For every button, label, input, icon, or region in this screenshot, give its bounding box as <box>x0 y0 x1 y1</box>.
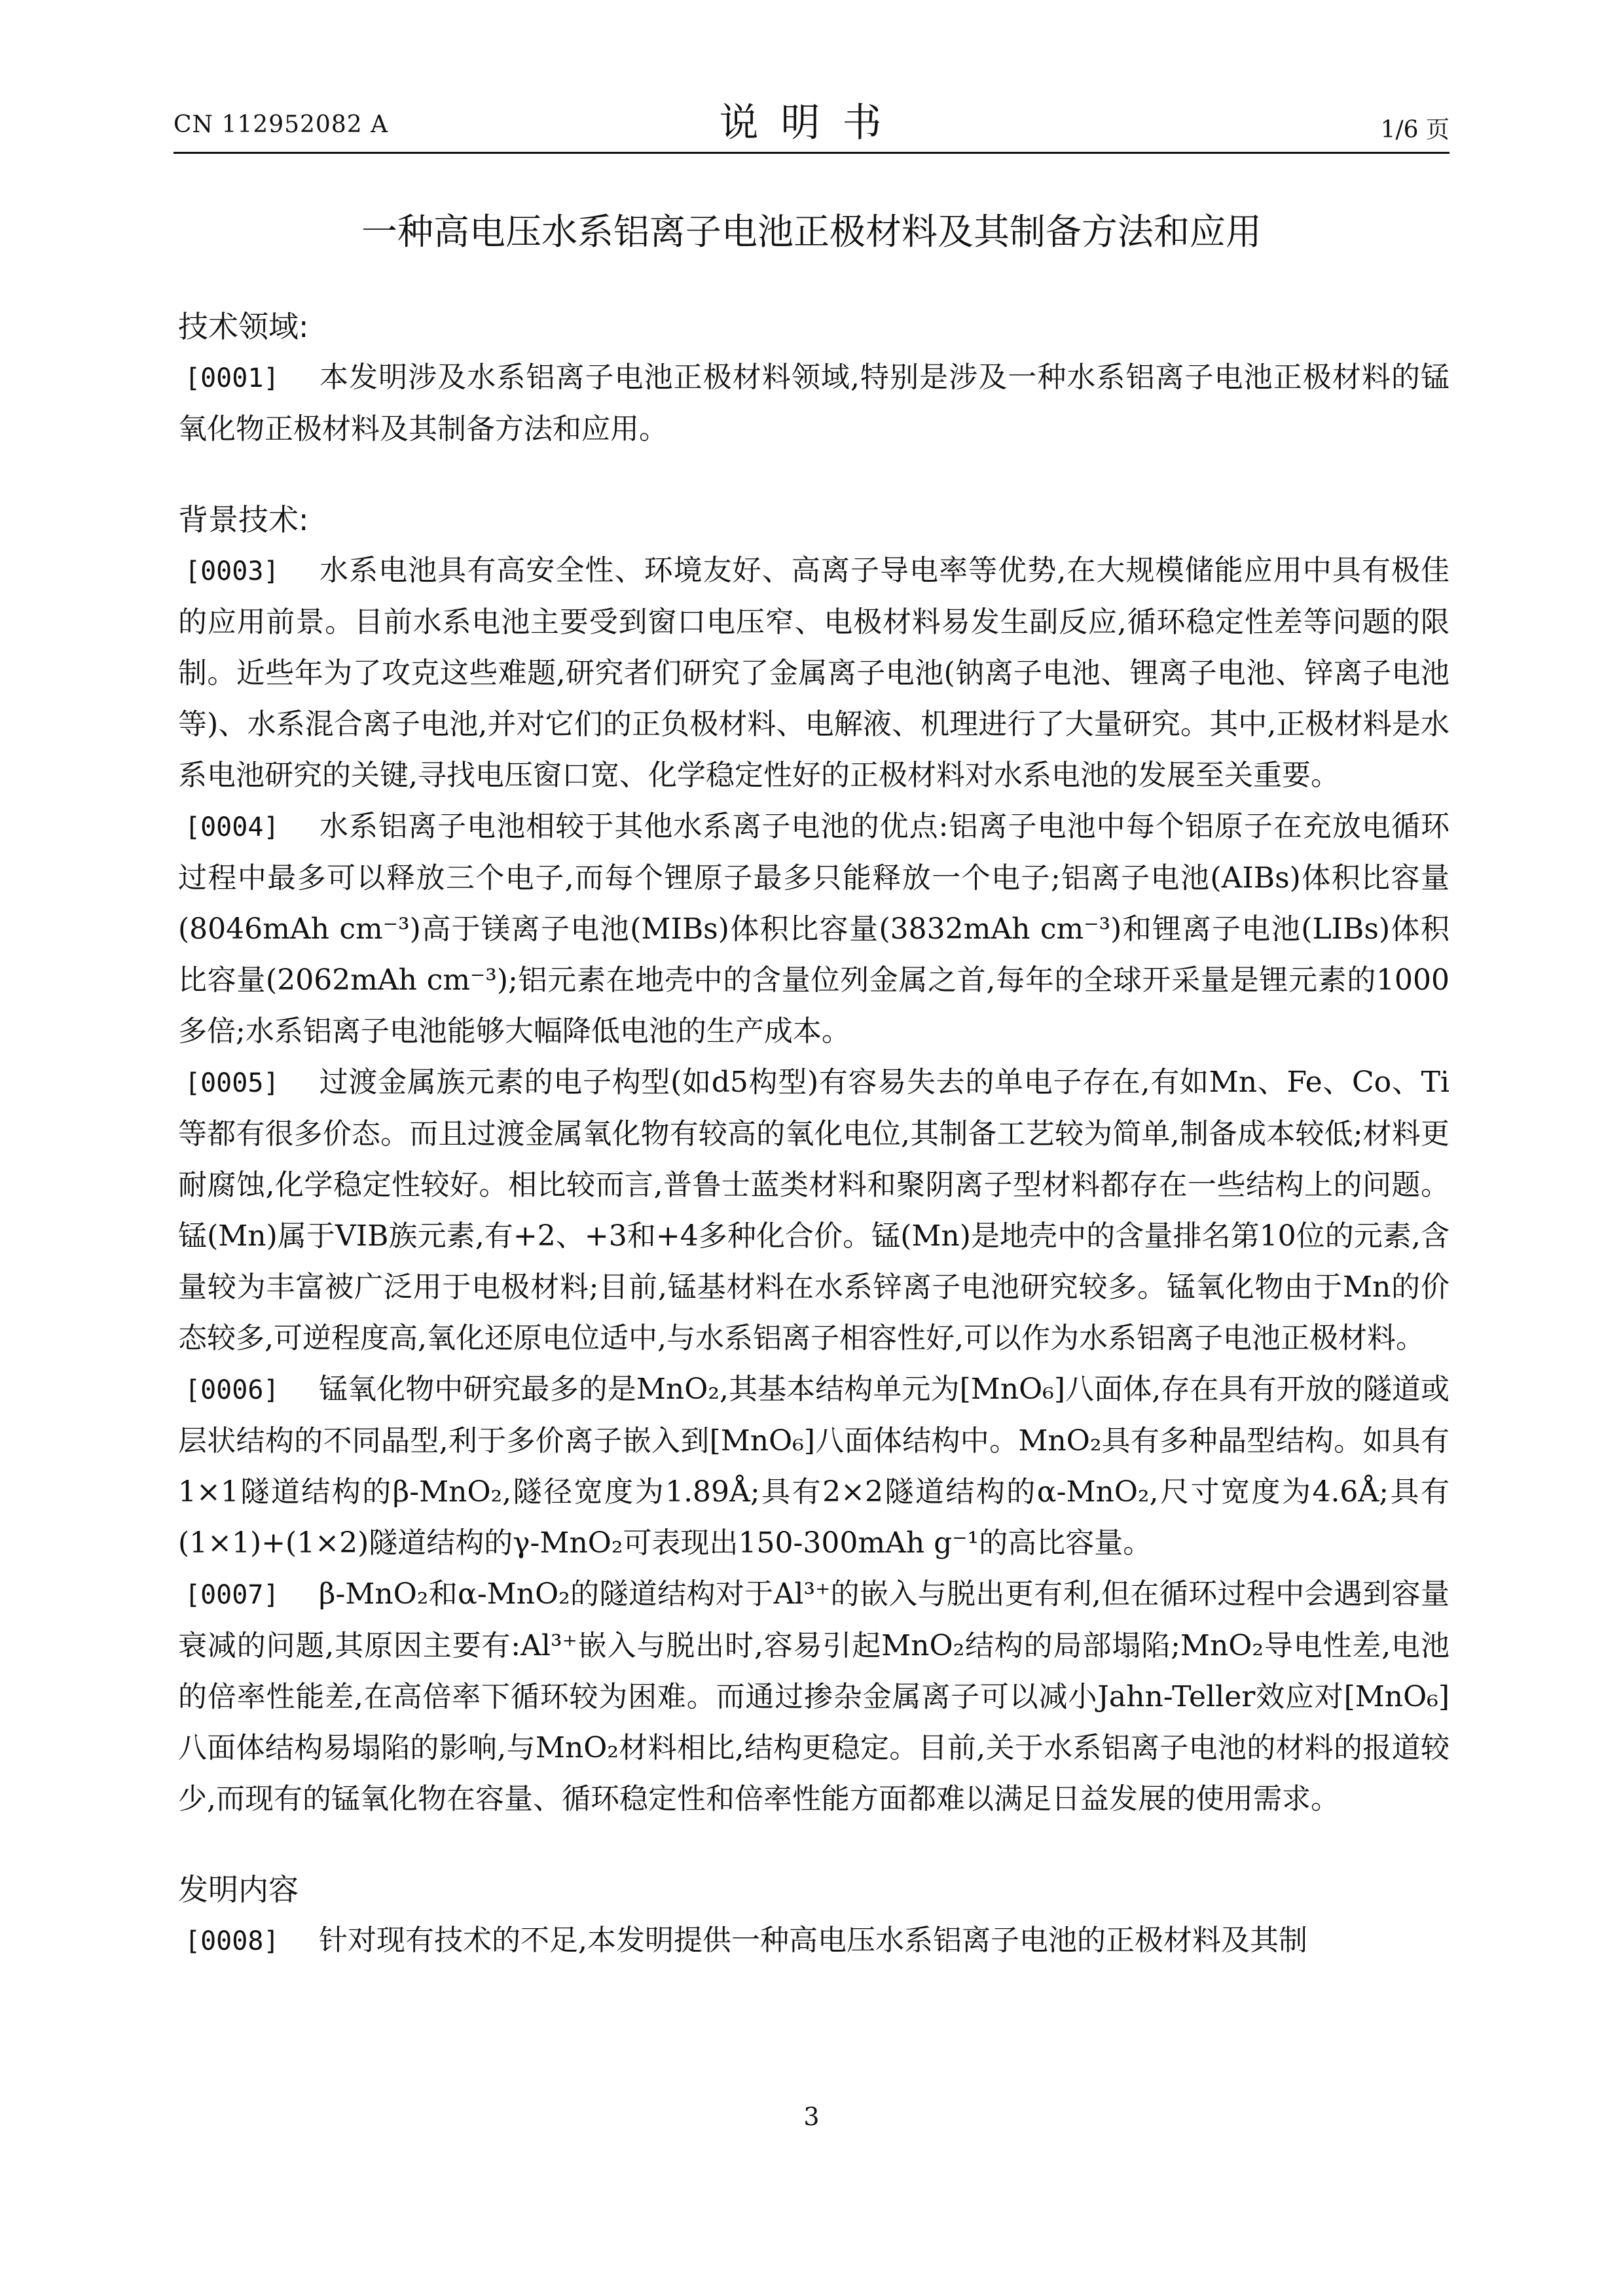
paragraph-text: 水系铝离子电池相较于其他水系离子电池的优点:铝离子电池中每个铝原子在充放电循环过程中最多可以释放三个电子,而每个锂原子最多只能释放一个电子;铝离子电池(AIBs)体积比容量(8046mAh cm⁻³)高于镁离子电池(MIBs)体积比容量(3832mAh cm⁻³)和锂离子电池(LIBs)体积比容量(2062mAh cm⁻³);铝元素在地壳中的含量位列金属之首,每年的全球开采量是锂元素的1000多倍;水系铝离子电池能够大幅降低电池的生产成本。 <box>178 810 1450 1048</box>
document-body <box>178 301 1450 1967</box>
paragraph-text: 过渡金属族元素的电子构型(如d5构型)有容易失去的单电子存在,有如Mn、Fe、Co、Ti等都有很多价态。而且过渡金属氧化物有较高的氧化电位,其制备工艺较为简单,制备成本较低;材料更耐腐蚀,化学稳定性较好。相比较而言,普鲁士蓝类材料和聚阴离子型材料都存在一些结构上的问题。锰(Mn)属于VIB族元素,有+2、+3和+4多种化合价。锰(Mn)是地壳中的含量排名第10位的元素,含量较为丰富被广泛用于电极材料;目前,锰基材料在水系锌离子电池研究较多。锰氧化物由于Mn的价态较多,可逆程度高,氧化还原电位适中,与水系铝离子相容性好,可以作为水系铝离子电池正极材料。 <box>178 1066 1450 1355</box>
paragraph <box>178 1569 1450 1825</box>
section-heading: 发明内容 <box>178 1872 299 1907</box>
paragraph-number: [0001] <box>185 363 280 393</box>
paragraph-number: [0003] <box>185 556 280 586</box>
paragraph-text: 本发明涉及水系铝离子电池正极材料领域,特别是涉及一种水系铝离子电池正极材料的锰氧化物正极材料及其制备方法和应用。 <box>178 361 1450 446</box>
section-heading: 技术领域: <box>178 309 309 344</box>
paragraph-number: [0004] <box>185 812 280 842</box>
paragraph <box>178 801 1450 1057</box>
section-background <box>178 494 1450 1825</box>
section-technical-field <box>178 301 1450 455</box>
paragraph <box>178 1364 1450 1569</box>
section-heading: 背景技术: <box>178 502 309 537</box>
paragraph-number: [0007] <box>185 1580 280 1610</box>
page-header <box>173 92 1450 157</box>
paragraph-number: [0005] <box>185 1068 280 1098</box>
paragraph-text: 锰氧化物中研究最多的是MnO₂,其基本结构单元为[MnO₆]八面体,存在具有开放的隧道或层状结构的不同晶型,利于多价离子嵌入到[MnO₆]八面体结构中。MnO₂具有多种晶型结构。如具有1×1隧道结构的β-MnO₂,隧径宽度为1.89Å;具有2×2隧道结构的α-MnO₂,尺寸宽度为4.6Å;具有(1×1)+(1×2)隧道结构的γ-MnO₂可表现出150-300mAh g⁻¹的高比容量。 <box>178 1372 1450 1560</box>
paragraph <box>178 545 1450 801</box>
header-divider <box>173 152 1450 154</box>
paragraph-text: β-MnO₂和α-MnO₂的隧道结构对于Al³⁺的嵌入与脱出更有利,但在循环过程中会遇到容量衰减的问题,其原因主要有:Al³⁺嵌入与脱出时,容易引起MnO₂结构的局部塌陷;MnO₂导电性差,电池的倍率性能差,在高倍率下循环较为困难。而通过掺杂金属离子可以减小Jahn-Teller效应对[MnO₆]八面体结构易塌陷的影响,与MnO₂材料相比,结构更稳定。目前,关于水系铝离子电池的材料的报道较少,而现有的锰氧化物在容量、循环稳定性和倍率性能方面都难以满足日益发展的使用需求。 <box>178 1577 1450 1816</box>
document-number: CN 112952082 A <box>173 111 389 138</box>
page-number: 3 <box>803 2102 820 2131</box>
paragraph <box>178 352 1450 455</box>
header-section-title: 说明书 <box>719 100 904 146</box>
section-invention-content <box>178 1864 1450 1967</box>
paragraph <box>178 1915 1450 1967</box>
paragraph <box>178 1057 1450 1364</box>
page-indicator: 1/6 页 <box>1380 117 1450 143</box>
paragraph-text: 针对现有技术的不足,本发明提供一种高电压水系铝离子电池的正极材料及其制 <box>319 1924 1307 1957</box>
paragraph-number: [0008] <box>185 1926 280 1956</box>
document-title: 一种高电压水系铝离子电池正极材料及其制备方法和应用 <box>361 211 1262 253</box>
paragraph-text: 水系电池具有高安全性、环境友好、高离子导电率等优势,在大规模储能应用中具有极佳的应用前景。目前水系电池主要受到窗口电压窄、电极材料易发生副反应,循环稳定性差等问题的限制。近些年为了攻克这些难题,研究者们研究了金属离子电池(钠离子电池、锂离子电池、锌离子电池等)、水系混合离子电池,并对它们的正负极材料、电解液、机理进行了大量研究。其中,正极材料是水系电池研究的关键,寻找电压窗口宽、化学稳定性好的正极材料对水系电池的发展至关重要。 <box>178 554 1450 792</box>
paragraph-number: [0006] <box>185 1375 280 1405</box>
